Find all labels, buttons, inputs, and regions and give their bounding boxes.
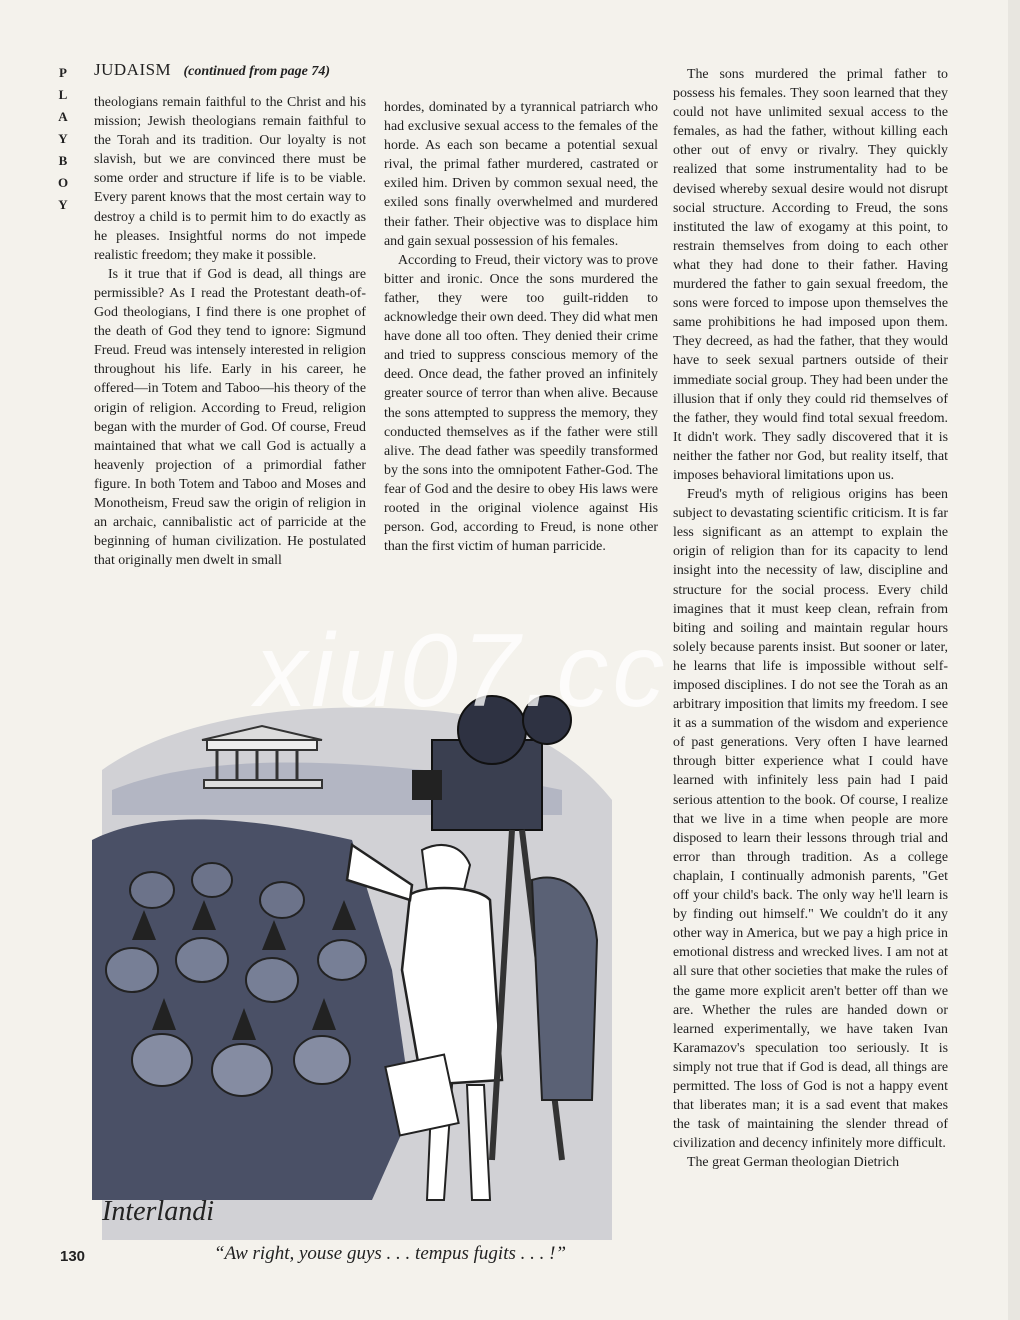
text-column-2 xyxy=(384,98,658,556)
text-column-1 xyxy=(94,93,366,570)
article-header xyxy=(94,60,384,80)
continued-note: (continued from page 74) xyxy=(183,64,331,79)
artist-signature: Interlandi xyxy=(102,1196,214,1227)
page-number: 130 xyxy=(60,1248,86,1265)
paragraph: hordes, dominated by a tyrannical patriarch who had exclusive sexual access to the females of the horde. As each son became a potential sexual rival, the primal father murdered, castrated or exiled him. Driven by common sexual need, the exiled sons finally overwhelmed and murdered their father. Their objective was to displace him and gain sexual possession of his females. xyxy=(384,100,658,249)
watermark-text: xiu07.cc xyxy=(255,613,669,729)
cartoon-illustration xyxy=(92,640,682,1240)
paragraph: Freud's myth of religious origins has been subject to devastating scientific criticism. It is far less significant as an attempt to explain the origin of religion than for its capacity to lend insight into the necessity of law, discipline and structure for the social process. Every child imagines that it must keep clean, refrain from biting and soiling and maintain regular hours solely because parents insist. But sooner or later, he learns that life is impossible without self-imposed disciplines. I do not see the Torah as an arbitrary imposition that limits my freedom. I see it as a summation of the wisdom and experience of past generations. Very often I have learned through bitter experience what I could have learned with infinitely less pain had I paid serious attention to the book. Of course, I realize that we live in a time when people are more disposed to learn their lessons through trial and error than through tradition. As a college chaplain, I continually admonish parents, "Get off your child's back. The only way he'll learn is by finding out himself." We couldn't do it any other way in America, but we pay a high price in emotional distress and wrecked lives. I am not at all sure that other societies that make the rules of the game more explicit aren't better off than we are. Whether the rules are handed down or learned experimentally, we have taken Ivan Karamazov's speculation too seriously. It is simply not true that if God is dead, all things are permitted. The loss of God is not a happy event that liberates man; it is a sad event that makes the task of maintaining the slender thread of civilization and decency infinitely more difficult. xyxy=(673,487,948,1152)
paragraph: theologians remain faithful to the Christ and his mission; Jewish theologians remain faithful to the Torah and its tradition. Our loyalty is not slavish, but we are convinced there must be some order and structure if life is to be viable. Every parent knows that the most certain way to destroy a child is to permit him to do exactly as he pleases. Insightful norms do not impede realistic freedom; they make it possible. xyxy=(94,95,366,263)
cartoon-caption: “Aw right, youse guys . . . tempus fugits . . . !” xyxy=(213,1243,567,1264)
paragraph: Is it true that if God is dead, all things are permissible? As I read the Protestant death-of-God theologians, I find there is one prophet of the death of God they tend to ignore: Sigmund Freud. Freud was intensely interested in religion throughout his life. Early in his career, he offered—in Totem and Taboo—his theory of the origin of religion. According to Freud, religion began with the murder of God. Of course, Freud maintained that what we call God is actually a heavenly projection of a primordial father figure. In both Totem and Taboo and Moses and Monotheism, Freud saw the origin of religion in an archaic, cannibalistic act of parricide at the beginning of human civilization. He postulated that originally men dwelt in small xyxy=(94,266,366,569)
paragraph: According to Freud, their victory was to prove bitter and ironic. Once the sons murdered the father, they were too guilt-ridden to acknowledge their own deed. They did what men have done all too often. They denied their crime and tried to suppress conscious memory of the deed. Once dead, the father proved an infinitely greater source of terror than when alive. Because the sons attempted to suppress the memory, they conducted themselves as if the father were still alive. The dead father was speedily transformed by the sons into the omnipotent Father-God. The fear of God and the desire to obey His laws were rooted in the original violence against His person. God, according to Freud, is none other than the first victim of human parricide. xyxy=(384,252,658,555)
paragraph: The sons murdered the primal father to possess his females. They soon learned that they could not have unlimited sexual access to the females, as had the father, without killing each other out of envy or rivalry. They quickly realized that some instrumentality had to be devised whereby sexual desire would not disrupt social structure. According to Freud, the sons instituted the law of exogamy at this point, to restrain themselves from doing to each other what they had done to their father. Having murdered the father to gain sexual freedom, the sons were forced to impose upon themselves the same prohibitions he had imposed upon them. They decreed, as had the father, that they would have to seek sexual partners outside of their immediate social group. They had been under the illusion that if only they could rid themselves of the father, they would find total sexual freedom. It didn't work. They sadly discovered that it is neither the father nor God, but reality itself, that imposes behavioral limitations upon us. xyxy=(673,67,948,483)
paragraph: The great German theologian Dietrich xyxy=(687,1155,900,1171)
section-title: JUDAISM xyxy=(94,60,172,79)
text-column-3 xyxy=(673,65,948,1172)
page-edge xyxy=(1008,0,1020,1320)
playboy-vertical-logo: P L A Y B O Y xyxy=(57,65,69,212)
